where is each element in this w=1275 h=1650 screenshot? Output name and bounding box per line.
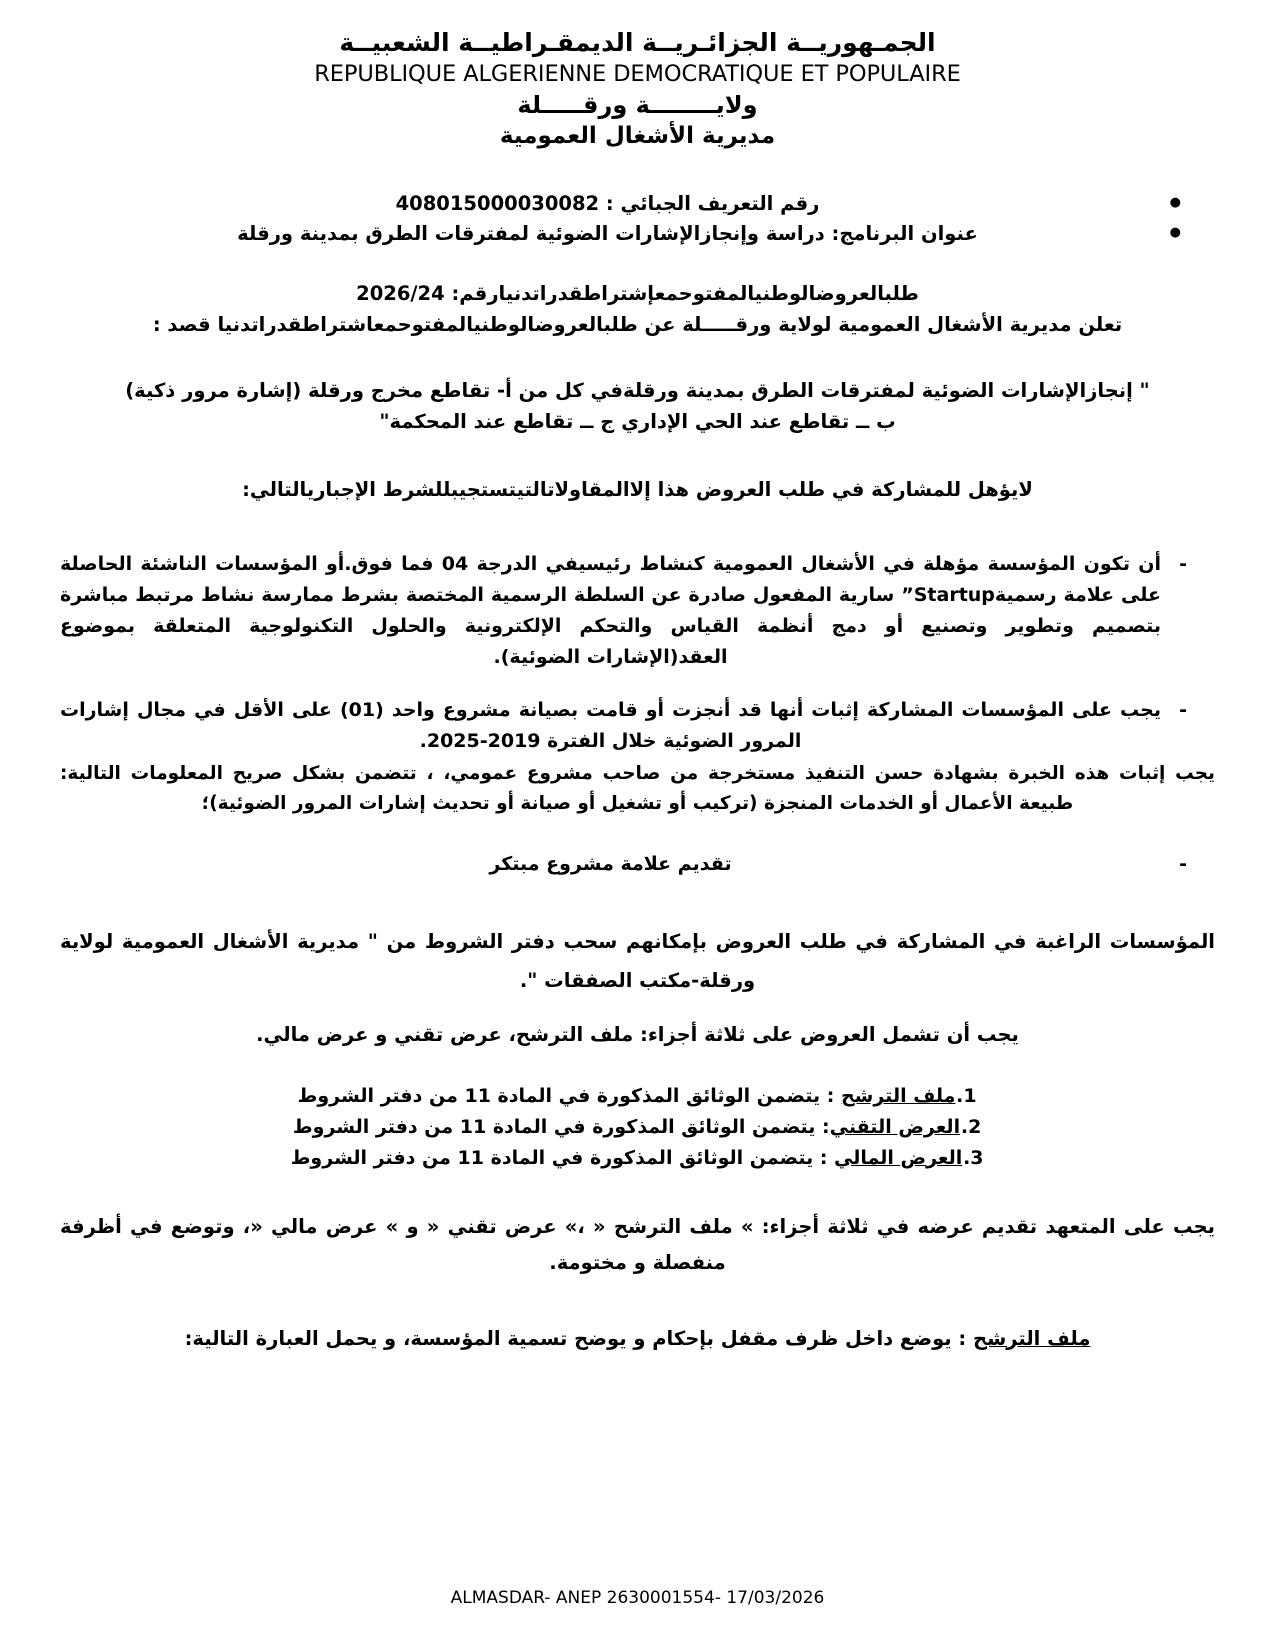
list-item — [60, 849, 1215, 880]
tender-reference-title: طلبالعروضالوطنيالمفتوحمعإشتراطقدراتدنيارقم: 2026/24 — [356, 282, 919, 306]
project-scope-line-1: " إنجازالإشارات الضوئية لمفترقات الطرق بمدينة ورقلةفي كل من أ- تقاطع مخرج ورقلة (إشارة مرور ذكية) — [125, 378, 1150, 402]
candidacy-file-title: ملف الترشح — [973, 1326, 1091, 1350]
document-footer: ALMASDAR- ANEP 2630001554- 17/03/2026 — [450, 1588, 825, 1608]
withdraw-specifications-paragraph: المؤسسات الراغبة في المشاركة في طلب العروض بإمكانهم سحب دفتر الشروط من " مديرية الأشغال العمومية لولاية ورقلة-مكتب الصفقات ". — [60, 929, 1215, 992]
eligibility-conditions-list — [60, 549, 1215, 880]
list-item — [60, 1081, 1215, 1112]
program-title-line: ● عنوان البرنامج: دراسة وإنجازالإشارات الضوئية لمفترقات الطرق بمدينة ورقلة — [237, 222, 978, 246]
eligibility-lead-text: لايؤهل للمشاركة في طلب العروض هذا إلاالمقاولاتالتيتستجيبللشرط الإجباريالتالي: — [242, 477, 1033, 501]
offer-parts-list — [60, 1081, 1215, 1173]
part-1-number: 1. — [956, 1085, 977, 1108]
list-item — [60, 549, 1215, 673]
envelope-instructions-paragraph: يجب على المتعهد تقديم عرضه في ثلاثة أجزاء: » ملف الترشح « ،» عرض تقني « و » عرض مالي «، وتوضع في أظرفة منفصلة و مختومة. — [60, 1215, 1215, 1275]
condition-2-continuation: يجب إثبات هذه الخبرة بشهادة حسن التنفيذ مستخرجة من صاحب مشروع عمومي، ، تتضمن بشكل صريح المعلومات التالية: طبيعة الأعمال أو الخدمات المنجزة (تركيب أو تشغيل أو صيانة أو تحديث إشارات المرور الضوئية)؛ — [60, 762, 1215, 814]
tender-announcement-body: تعلن مديرية الأشغال العمومية لولاية ورقـــــلة عن طلبالعروضالوطنيالمفتوحمعاشتراطقدراتدنيا قصد : — [152, 313, 1123, 337]
candidacy-file-rest: : يوضع داخل ظرف مقفل بإحكام و يوضح تسمية المؤسسة، و يحمل العبارة التالية: — [184, 1326, 974, 1350]
document-header — [60, 26, 1215, 153]
list-item — [60, 1112, 1215, 1143]
list-item — [60, 1143, 1215, 1174]
identification-bullet-list — [60, 189, 1215, 251]
project-scope-line-2: ب ــ تقاطع عند الحي الإداري ج ــ تقاطع عند المحكمة" — [379, 410, 896, 434]
wilaya-name: ولايــــــــة ورقـــــلة — [517, 91, 758, 120]
list-item — [60, 695, 1215, 819]
announcement-block — [60, 278, 1215, 340]
list-item — [60, 189, 1181, 220]
project-scope-quote — [60, 375, 1215, 438]
candidacy-file-paragraph — [60, 1322, 1215, 1355]
list-item — [60, 219, 1181, 250]
part-3-number: 3. — [963, 1146, 984, 1169]
fiscal-id-line: ● رقم التعريف الجبائي : 408015000030082 — [395, 191, 820, 215]
condition-2-text: يجب على المؤسسات المشاركة إثبات أنها قد أنجزت أو قامت بصيانة مشروع واحد (01) على الأقل في مجال إشارات المرور الضوئية خلال الفترة 2019-2025. — [60, 698, 1161, 752]
directorate-name: مديرية الأشغال العمومية — [499, 123, 776, 150]
part-2-rest: : يتضمن الوثائق المذكورة في المادة 11 من دفتر الشروط — [292, 1115, 830, 1138]
offer-parts-intro: يجب أن تشمل العروض على ثلاثة أجزاء: ملف الترشح، عرض تقني و عرض مالي. — [256, 1022, 1019, 1046]
condition-1-text: أن تكون المؤسسة مؤهلة في الأشغال العمومية كنشاط رئيسيفي الدرجة 04 فما فوق.أو المؤسسات الناشئة الحاصلة على علامة رسميةStartup” سارية المفعول صادرة عن السلطة الرسمية المختصة بشرط ممارسة نشاط مرتبط مباشرة بتصميم وتطوير وتصنيع أو دمج أنظمة القياس والتحكم الإلكترونية والحلول التكنولوجية المتعلقة بموضوع العقد(الإشارات الضوئية). — [60, 552, 1161, 668]
part-1-rest: : يتضمن الوثائق المذكورة في المادة 11 من دفتر الشروط — [297, 1085, 841, 1108]
part-1-title: ملف الترشح — [840, 1085, 956, 1108]
part-2-title: العرض التقني — [829, 1115, 961, 1138]
part-3-rest: : يتضمن الوثائق المذكورة في المادة 11 من دفتر الشروط — [290, 1146, 835, 1169]
part-3-title: العرض المالي — [834, 1146, 963, 1169]
condition-3-text: تقديم علامة مشروع مبتكر — [489, 852, 732, 875]
republic-title-french: REPUBLIQUE ALGERIENNE DEMOCRATIQUE ET POPULAIRE — [314, 61, 961, 87]
part-2-number: 2. — [960, 1115, 982, 1138]
republic-title-arabic: الجمـهوريــة الجزائـريــة الديمقـراطيــة الشعبيــة — [339, 28, 936, 57]
